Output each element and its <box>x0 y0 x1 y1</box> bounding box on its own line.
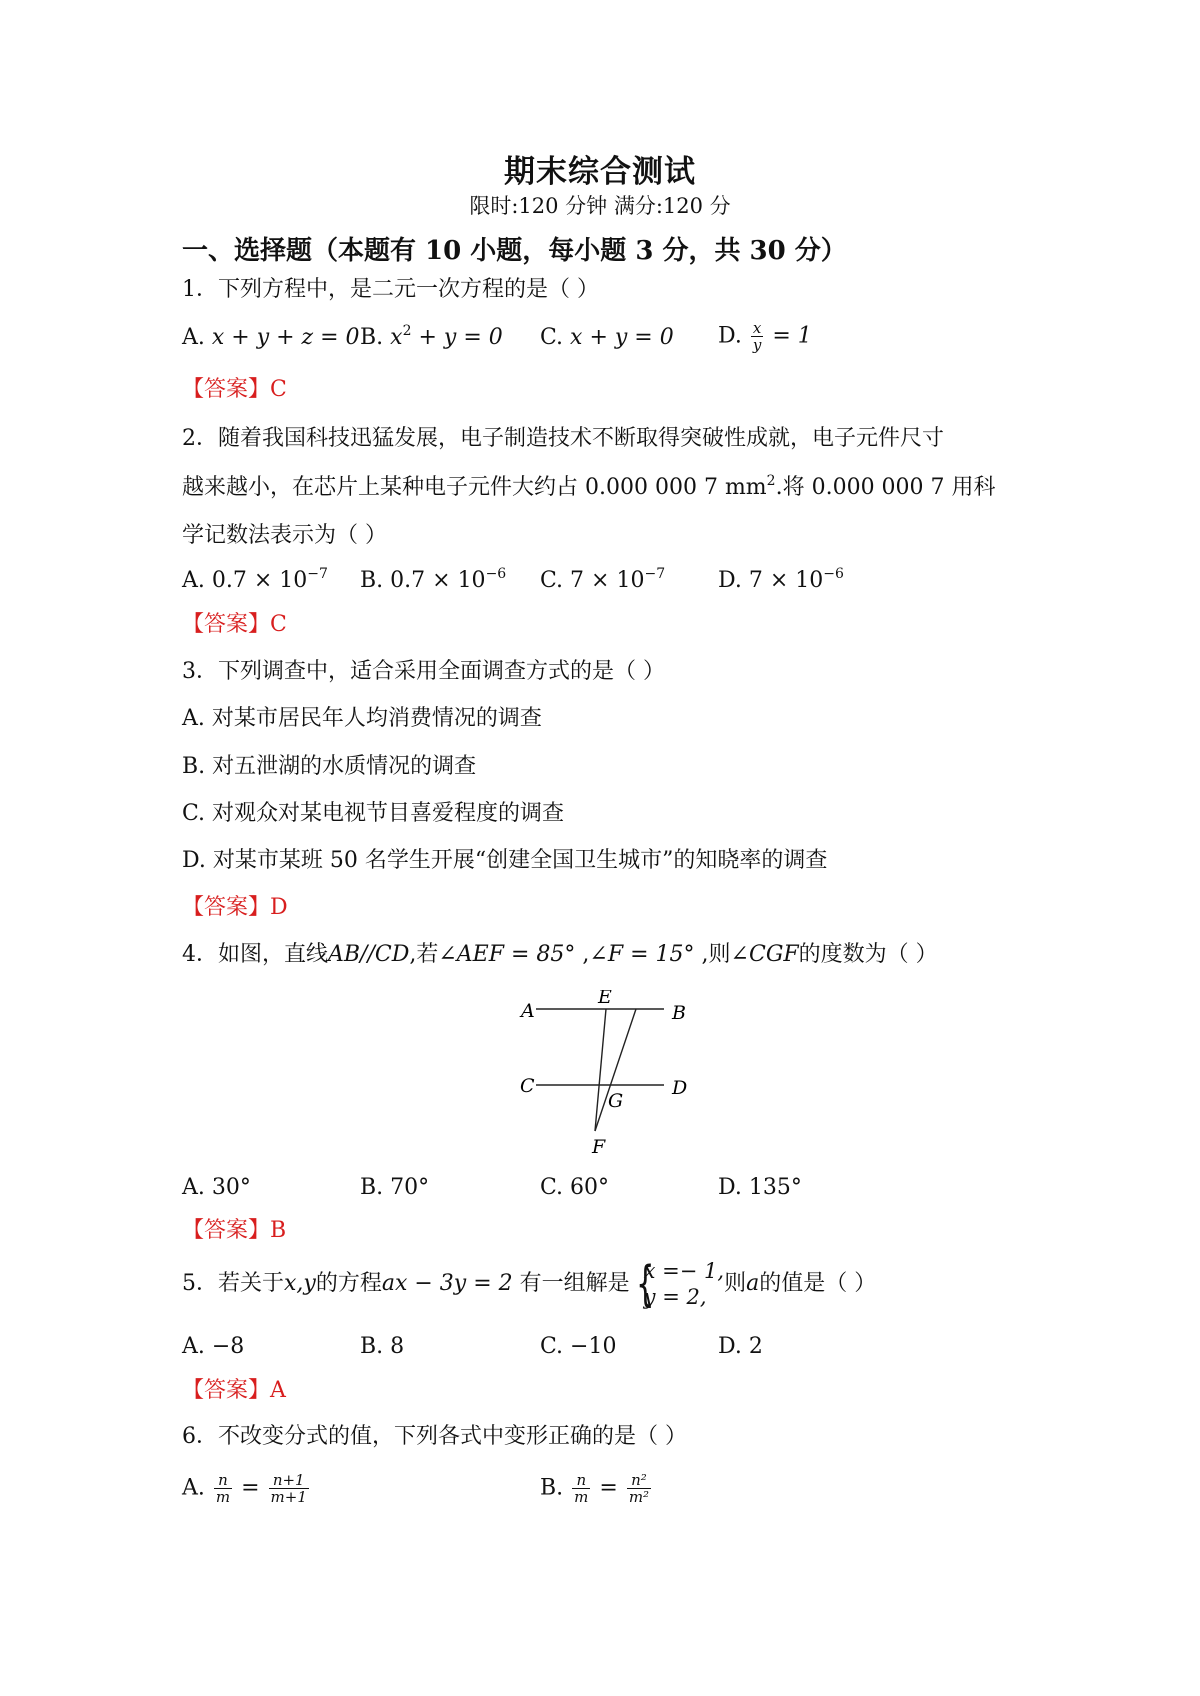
question-2-line-2: 越来越小，在芯片上某种电子元件大约占 0.000 000 7 $mm^2$.将 0.000 000 7 用科 <box>182 473 996 500</box>
label-a: A <box>521 1000 535 1022</box>
q1-option-b: B. $x^2 + y = 0$ <box>360 323 503 350</box>
q6-option-a: A. $\frac{n}{m}$ = $\frac{n+1}{m+1}$ <box>182 1471 307 1506</box>
q4-option-a: A. 30° <box>182 1175 251 1200</box>
section-heading: 一、选择题（本题有 10 小题，每小题 3 分，共 30 分） <box>182 236 847 266</box>
q3-option-b: B. 对五泄湖的水质情况的调查 <box>182 754 477 779</box>
question-2-line-1: 2．随着我国科技迅猛发展，电子制造技术不断取得突破性成就，电子元件尺寸 <box>182 426 944 451</box>
parallel-lines-figure <box>506 990 706 1160</box>
fraction: $\frac{x}{y}$ <box>752 319 762 354</box>
question-3-stem: 3．下列调查中，适合采用全面调查方式的是（ ） <box>182 659 665 684</box>
question-4-stem: 4．如图，直线AB//CD,若∠AEF = 85° ,∠F = 15° ,则∠CGF的度数为（ ） <box>182 942 938 967</box>
question-2-line-3: 学记数法表示为（ ） <box>182 523 387 548</box>
fraction: $\frac{n}{m}$ <box>574 1471 589 1506</box>
q1-answer: 【答案】C <box>182 377 287 402</box>
q5-option-c: C. −10 <box>540 1334 617 1359</box>
q4-answer: 【答案】B <box>182 1218 287 1243</box>
q3-option-c: C. 对观众对某电视节目喜爱程度的调查 <box>182 801 565 826</box>
q6-option-b: B. $\frac{n}{m}$ = $\frac{\text{n²}}{\text{m²}}$ <box>540 1471 650 1506</box>
brace-glyph: { <box>635 1256 655 1312</box>
label-g: G <box>608 1090 624 1112</box>
q2-option-c: C. $7 \times 10^{-7}$ <box>540 566 666 593</box>
q1-option-d: D. $\frac{x}{y}$ = 1 <box>718 319 812 354</box>
q4-option-c: C. 60° <box>540 1175 610 1200</box>
q4-option-b: B. 70° <box>360 1175 430 1200</box>
q5-option-b: B. 8 <box>360 1334 405 1359</box>
q5-option-d: D. 2 <box>718 1334 763 1359</box>
q2-answer: 【答案】C <box>182 612 287 637</box>
label-d: D <box>672 1077 688 1099</box>
page-title: 期末综合测试 <box>504 154 696 190</box>
fraction: $\frac{n}{m}$ <box>215 1471 231 1506</box>
q2-option-d: D. $7 \times 10^{-6}$ <box>718 566 844 593</box>
q5-option-a: A. −8 <box>182 1334 245 1359</box>
q1-option-a: A. x + y + z = 0 <box>182 325 360 350</box>
label-c: C <box>520 1075 535 1097</box>
fraction: $\frac{n+1}{m+1}$ <box>270 1471 307 1506</box>
equation-system: { x =− 1, y = 2, <box>635 1256 725 1312</box>
label-b: B <box>672 1002 686 1024</box>
q2-option-a: A. $0.7 \times 10^{-7}$ <box>182 566 328 593</box>
question-5-stem: 5．若关于x,y的方程ax − 3y = 2 有一组解是 { x =− 1, y = 2, 则a的值是（ ） <box>182 1256 877 1312</box>
label-f: F <box>592 1136 606 1158</box>
q4-option-d: D. 135° <box>718 1175 802 1200</box>
q1-option-c: C. x + y = 0 <box>540 325 674 350</box>
question-6-stem: 6．不改变分式的值，下列各式中变形正确的是（ ） <box>182 1424 687 1449</box>
question-1-stem: 1．下列方程中，是二元一次方程的是（ ） <box>182 277 599 302</box>
q3-option-d: D. 对某市某班 50 名学生开展“创建全国卫生城市”的知晓率的调查 <box>182 848 828 873</box>
q2-option-b: B. $0.7 \times 10^{-6}$ <box>360 566 507 593</box>
label-e: E <box>598 990 612 1008</box>
q3-option-a: A. 对某市居民年人均消费情况的调查 <box>182 706 542 731</box>
page-subtitle: 限时:120 分钟 满分:120 分 <box>469 194 731 218</box>
q3-answer: 【答案】D <box>182 895 288 920</box>
q5-answer: 【答案】A <box>182 1378 286 1403</box>
fraction: $\frac{\text{n²}}{\text{m²}}$ <box>628 1471 650 1506</box>
